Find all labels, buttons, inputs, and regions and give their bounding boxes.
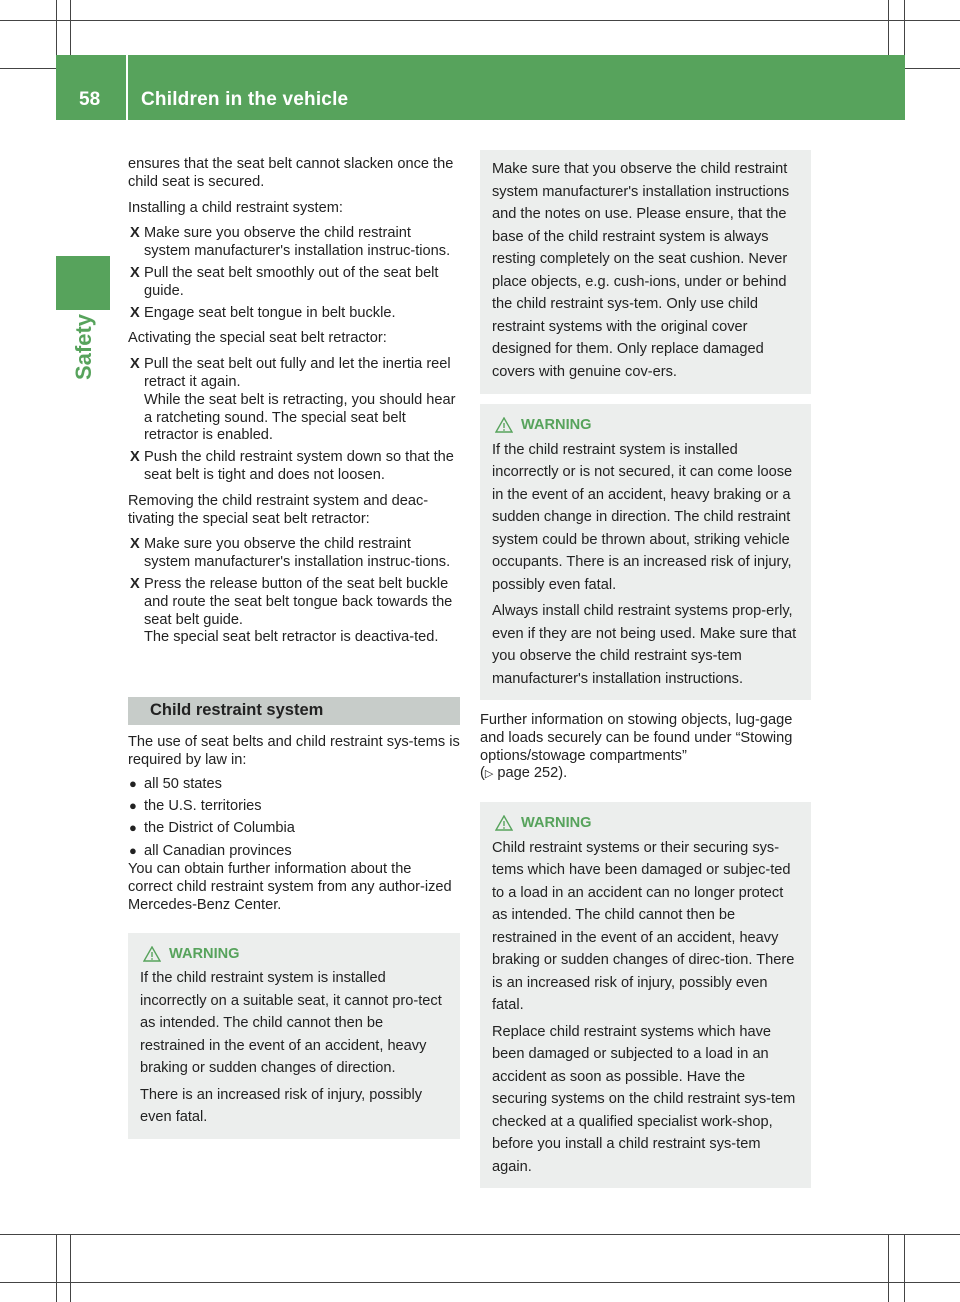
bullet-icon: ●	[129, 842, 137, 858]
intro-text: ensures that the seat belt cannot slacken once the child seat is secured.	[128, 156, 454, 190]
bullet-icon: ●	[129, 820, 137, 836]
side-tab-label: Safety	[71, 313, 96, 380]
warning-triangle-icon	[495, 815, 513, 831]
list-item: ● all Canadian provinces	[129, 842, 292, 859]
bullet-icon: ●	[129, 797, 137, 813]
crop-mark	[56, 1234, 57, 1302]
crop-mark	[904, 1234, 905, 1302]
law-intro: The use of seat belts and child restraint sys-tems is required by law in:	[128, 733, 460, 768]
step-arrow-icon: X	[130, 304, 140, 321]
info-text: You can obtain further information about the correct child restraint system from any author-ized Mercedes-Benz Center.	[128, 861, 452, 914]
left-column	[128, 156, 460, 1149]
crop-mark	[0, 1234, 960, 1235]
page-number: 58	[79, 89, 101, 110]
warning-text: Always install child restraint systems prop-erly, even if they are not being used. Make sure that you observe the child restraint sys-tem manufacturer's installation instructions.	[492, 603, 797, 687]
activate-step: X Pull the seat belt out fully and let the inertia reel retract it again. While the seat belt is retracting, you should hear a ratcheting sound. The special seat belt retractor is enabled.	[130, 356, 456, 444]
install-step: X Pull the seat belt smoothly out of the seat belt guide.	[130, 264, 439, 299]
crop-mark	[0, 20, 960, 21]
warning-title: WARNING	[492, 812, 799, 835]
page-ref-arrow-icon: ▷	[484, 768, 494, 781]
warning-box	[128, 933, 460, 1139]
warning-text: If the child restraint system is installed incorrectly or is not secured, it can come loose in the event of an accident, heavy braking or a sudden change in direction. The child restraint system could be thrown about, striking vehicle occupants. There is an increased risk of injury, possibly even fatal.	[492, 441, 793, 593]
list-item: ● all 50 states	[129, 775, 222, 792]
step-arrow-icon: X	[130, 356, 140, 373]
warning-text: If the child restraint system is installed incorrectly on a suitable seat, it cannot pro-tect as intended. The child cannot then be restrained in the event of an accident, heavy braking or sudden changes of direction.	[140, 970, 442, 1077]
activate-heading: Activating the special seat belt retractor:	[128, 330, 387, 347]
warning-title: WARNING	[140, 943, 448, 966]
further-info: Further information on stowing objects, lug-gage and loads securely can be found under “Stowing options/stowage compartments” (▷ page 252).	[480, 712, 793, 782]
step-arrow-icon: X	[130, 225, 140, 242]
page-ref-link[interactable]: page 252).	[497, 765, 568, 782]
warning-title: WARNING	[492, 414, 799, 437]
install-step: X Make sure you observe the child restraint system manufacturer's installation instruc-tions.	[130, 225, 451, 260]
warning-text: Child restraint systems or their securing sys-tems which have been damaged or subjec-ted to a load in an accident can no longer protect as intended. The child cannot then be restrained in the event of an accident, heavy braking or sudden changes of direc-tion. There is an increased risk of injury, possibly even fatal.	[492, 839, 795, 1014]
warning-triangle-icon	[143, 946, 161, 962]
warning-triangle-icon	[495, 417, 513, 433]
crop-mark	[888, 1234, 889, 1302]
step-arrow-icon: X	[130, 536, 140, 553]
step-arrow-icon: X	[130, 264, 140, 281]
step-result: While the seat belt is retracting, you should hear a ratcheting sound. The special seat belt retractor is enabled.	[144, 391, 456, 444]
right-column	[480, 150, 811, 1198]
header-divider	[126, 55, 128, 120]
warning-box	[480, 802, 811, 1188]
install-heading: Installing a child restraint system:	[128, 199, 343, 216]
remove-step: X Press the release button of the seat belt buckle and route the seat belt tongue back towards the seat belt guide. The special seat belt retractor is deactiva-ted.	[130, 575, 453, 646]
install-step: X Engage seat belt tongue in belt buckle.	[130, 304, 396, 321]
warning-text: Replace child restraint systems which have been damaged or subjected to a load in an accident as soon as possible. Have the securing systems on the child restraint sys-tem checked at a qualified specialist work-shop, before you install a child restraint sys-tem again.	[492, 1023, 796, 1175]
note-text: Make sure that you observe the child restraint system manufacturer's installation instructions and the notes on use. Please ensure, that the base of the child restraint system is always resting completely on the seat cushion. Never place objects, e.g. cush-ions, under or behind the child restraint sys-tem. Only use child restraint systems with the original cover designed for them. Only replace damaged covers with genuine cov-ers.	[492, 161, 790, 380]
remove-heading: Removing the child restraint system and deac-tivating the special seat belt retractor:	[128, 492, 429, 527]
activate-step: X Push the child restraint system down so that the seat belt is tight and does not loosen.	[130, 449, 454, 483]
crop-mark	[0, 1282, 960, 1283]
remove-step: X Make sure you observe the child restraint system manufacturer's installation instruc-tions.	[130, 536, 451, 571]
crop-mark	[70, 1234, 71, 1302]
step-result: The special seat belt retractor is deactiva-ted.	[144, 629, 439, 646]
warning-text: There is an increased risk of injury, possibly even fatal.	[140, 1086, 422, 1126]
warning-box	[480, 404, 811, 700]
note-box	[480, 150, 811, 394]
chapter-title: Children in the vehicle	[141, 89, 349, 110]
list-item: ● the District of Columbia	[129, 820, 295, 837]
list-item: ● the U.S. territories	[129, 797, 262, 814]
step-arrow-icon: X	[130, 449, 140, 466]
bullet-icon: ●	[129, 775, 137, 791]
side-tab-block	[56, 256, 110, 310]
section-title: Child restraint system	[128, 697, 460, 725]
step-arrow-icon: X	[130, 575, 140, 592]
